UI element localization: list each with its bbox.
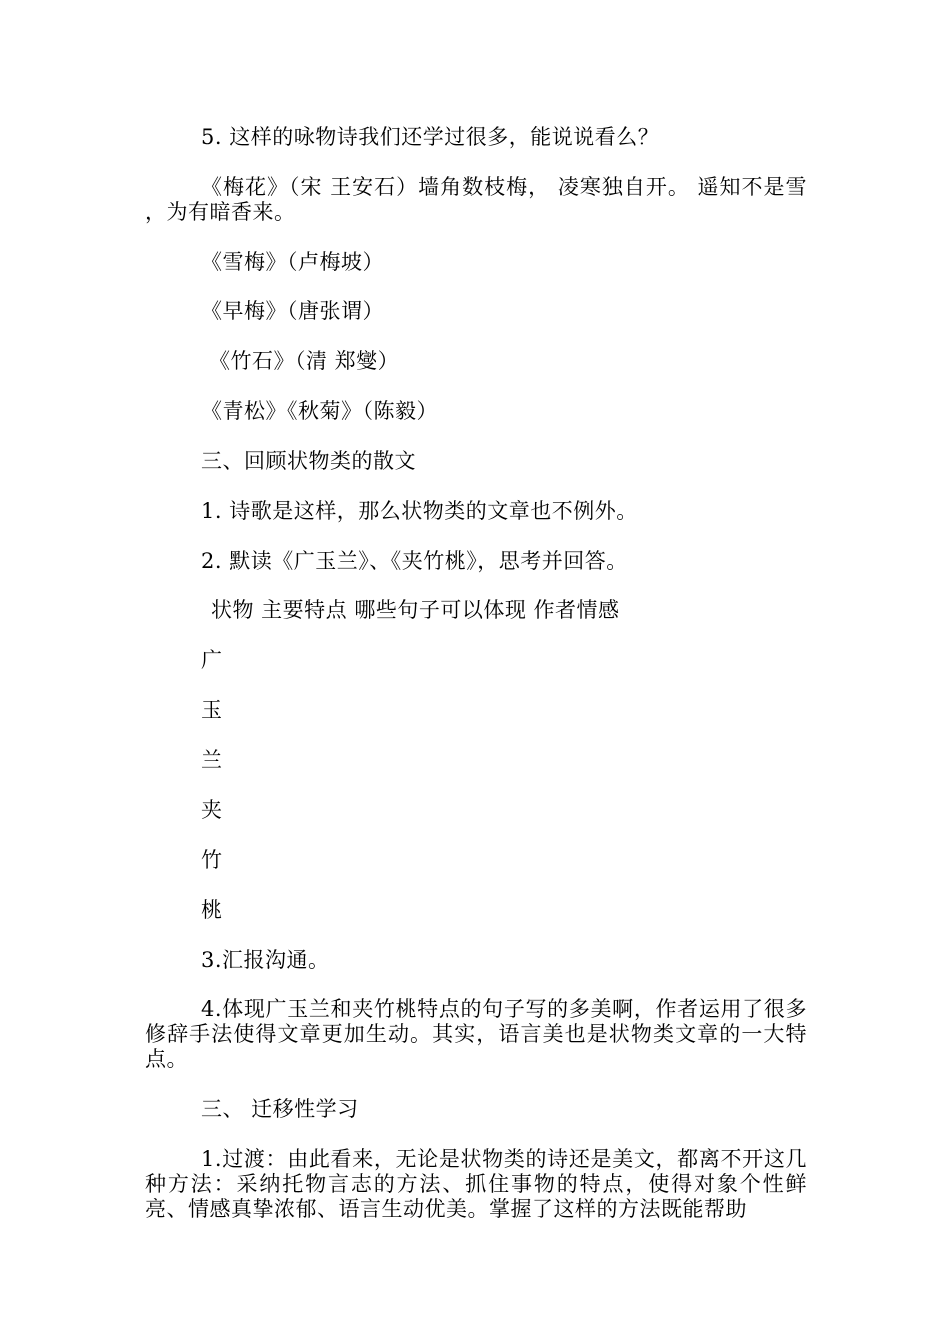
table-char-zhu: 竹 — [201, 848, 223, 872]
poem-bamboo-stone: 《竹石》（清 郑燮） — [209, 349, 400, 373]
table-char-tao: 桃 — [201, 898, 223, 922]
poem-pine-chrysanthemum: 《青松》《秋菊》（陈毅） — [201, 399, 438, 423]
item-4-paragraph: 4.体现广玉兰和夹竹桃特点的句子写的多美啊，作者运用了很多修辞手法使得文章更加生动。其实，语言美也是状物类文章的一大特点。 — [145, 997, 807, 1071]
poem-plum-blossom: 《梅花》（宋 王安石）墙角数枝梅， 凌寒独自开。 遥知不是雪 ，为有暗香来。 — [145, 175, 807, 224]
item-1: 1. 诗歌是这样，那么状物类的文章也不例外。 — [201, 499, 638, 523]
poem-snow-plum: 《雪梅》（卢梅坡） — [201, 250, 384, 274]
section-3-title: 三、回顾状物类的散文 — [201, 449, 416, 473]
item-2: 2. 默读《广玉兰》、《夹竹桃》，思考并回答。 — [201, 549, 628, 573]
section-3b-title: 三、 迁移性学习 — [201, 1097, 359, 1121]
item-3: 3.汇报沟通。 — [201, 948, 330, 972]
transition-paragraph: 1.过渡：由此看来，无论是状物类的诗还是美文，都离不开这几种方法：采纳托物言志的方法、抓住事物的特点，使得对象个性鲜亮、情感真挚浓郁、语言生动优美。掌握了这样的方法既能帮助 — [145, 1147, 807, 1221]
table-char-lan: 兰 — [201, 748, 223, 772]
question-5: 5. 这样的咏物诗我们还学过很多，能说说看么？ — [201, 125, 660, 149]
table-char-yu: 玉 — [201, 698, 223, 722]
table-char-guang: 广 — [201, 648, 223, 672]
table-char-jia: 夹 — [201, 798, 223, 822]
table-header: 状物 主要特点 哪些句子可以体现 作者情感 — [211, 598, 620, 622]
poem-early-plum: 《早梅》（唐张谓） — [201, 299, 384, 323]
